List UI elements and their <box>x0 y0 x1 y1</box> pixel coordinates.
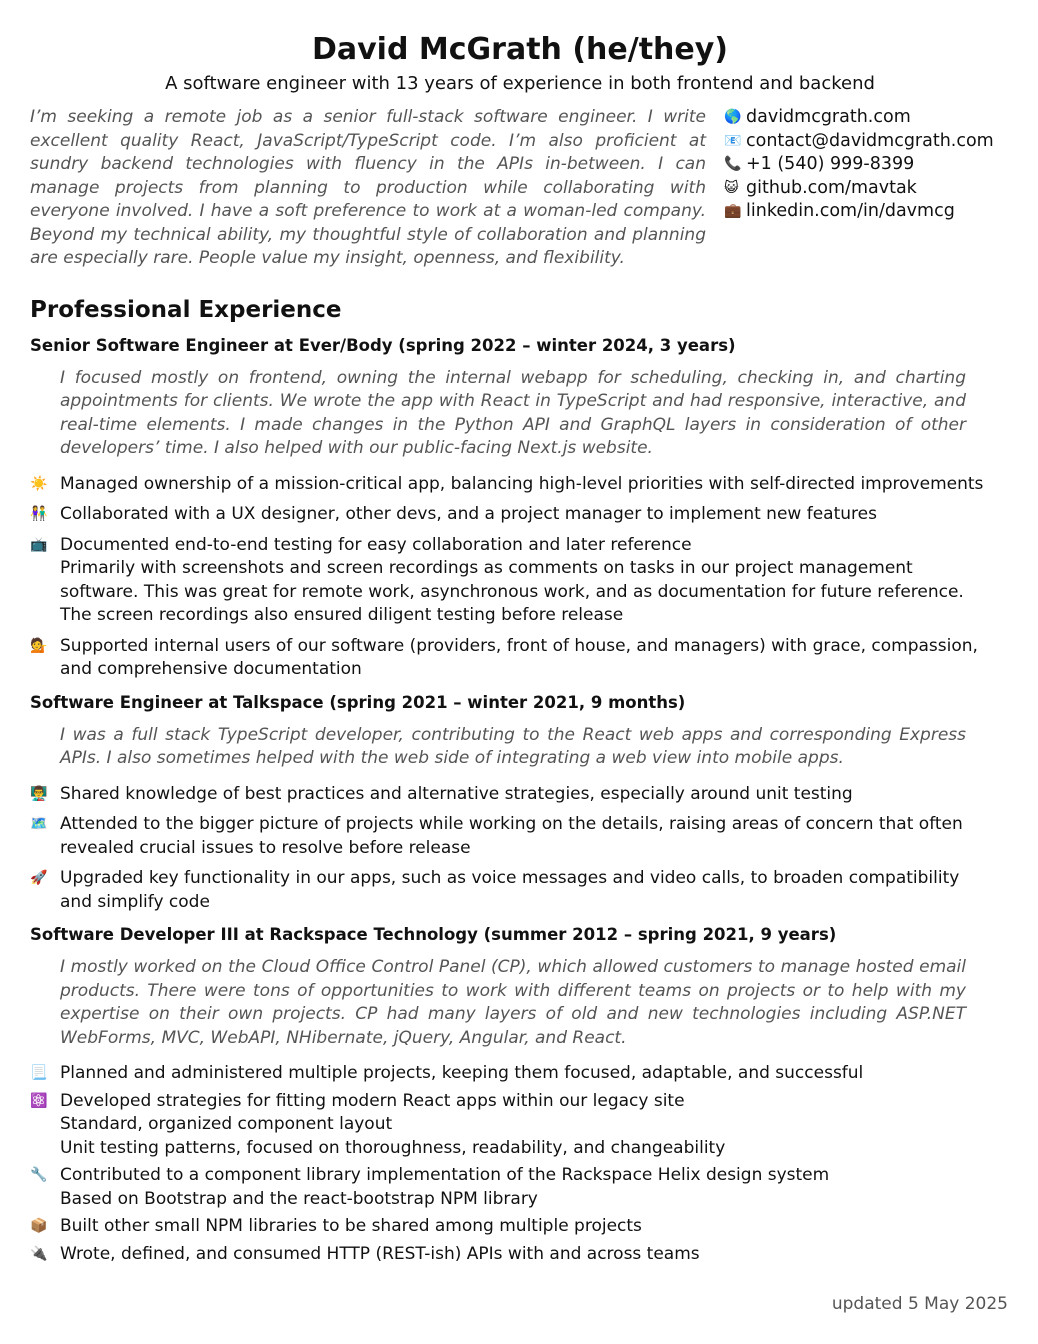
contact-text[interactable]: contact@davidmcgrath.com <box>746 130 994 151</box>
envelope-icon: 📧 <box>724 132 742 149</box>
bullet-detail: Primarily with screenshots and screen recordings as comments on tasks in our project management <box>60 558 913 578</box>
bullet-text: Collaborated with a UX designer, other devs, and a project manager to implement new features <box>60 504 877 524</box>
job-title: Senior Software Engineer at Ever/Body (spring 2022 – winter 2024, 3 years) <box>30 335 736 355</box>
bullet-list <box>30 1062 1010 1266</box>
intro-section <box>30 106 1010 271</box>
bullet-text: Shared knowledge of best practices and alternative strategies, especially around unit testing <box>60 783 853 804</box>
tv-icon: 📺 <box>30 536 48 553</box>
contact-item[interactable] <box>724 106 994 130</box>
bullet-list <box>30 783 1010 915</box>
bullet-detail: revealed crucial issues to resolve before release <box>60 837 471 858</box>
job-entry <box>30 335 1010 682</box>
cat-icon: 😺 <box>724 179 739 196</box>
updated-date: updated 5 May 2025 <box>831 1294 1008 1314</box>
job-description: I was a full stack TypeScript developer, contributing to the React web apps and corresponding Express APIs. I also sometimes helped with the web side of integrating a web view into mobile apps. <box>60 724 966 768</box>
list-item <box>30 1062 1010 1086</box>
bullet-list <box>30 473 1010 682</box>
wrench-icon: 🔧 <box>30 1167 48 1183</box>
list-item <box>30 503 1010 527</box>
job-title: Software Developer III at Rackspace Technology (summer 2012 – spring 2021, 9 years) <box>30 925 837 944</box>
contact-text[interactable]: linkedin.com/in/davmcg <box>746 201 955 221</box>
bullet-text: Managed ownership of a mission-critical app, balancing high-level priorities with self-directed improvements <box>60 473 984 494</box>
contact-text[interactable]: davidmcgrath.com <box>746 107 911 127</box>
contact-text[interactable]: +1 (540) 999-8399 <box>746 154 915 174</box>
bullet-text: Supported internal users of our software (providers, front of house, and managers) with grace, compassion, <box>60 635 978 656</box>
experience-heading: Professional Experience <box>30 296 342 323</box>
bullet-detail: Standard, organized component layout <box>60 1114 393 1134</box>
package-icon: 📦 <box>30 1218 48 1234</box>
bullet-text: Wrote, defined, and consumed HTTP (REST-ish) APIs with and across teams <box>60 1243 700 1264</box>
list-item <box>30 813 1010 860</box>
list-item <box>30 867 1010 914</box>
resume-page <box>30 0 1010 1270</box>
bullet-text: Planned and administered multiple projects, keeping them focused, adaptable, and successful <box>60 1063 864 1083</box>
list-item <box>30 473 1010 497</box>
teacher-icon: 👨‍🏫 <box>30 785 48 802</box>
map-icon: 🗺️ <box>30 816 48 832</box>
tagline: A software engineer with 13 years of experience in both frontend and backend <box>165 73 875 94</box>
contact-item[interactable] <box>724 200 994 224</box>
bullet-detail: and simplify code <box>60 891 210 912</box>
bullet-detail: and comprehensive documentation <box>60 659 362 679</box>
globe-icon: 🌎 <box>724 109 742 125</box>
page-title: David McGrath (he/they) <box>311 32 729 67</box>
sun-icon: ☀️ <box>30 475 48 492</box>
job-list <box>30 335 1010 1267</box>
list-item <box>30 534 1010 628</box>
job-entry <box>30 924 1010 1266</box>
bullet-text: Documented end-to-end testing for easy collaboration and later reference <box>60 534 692 555</box>
job-description: I mostly worked on the Cloud Office Control Panel (CP), which allowed customers to manage hosted email products. There were tons of opportunities to work with different teams on projects or to help with my expertise on their own projects. CP had many layers of old and new technologies including ASP.NET WebForms, MVC, WebAPI, NHibernate, jQuery, Angular, and React. <box>60 957 966 1048</box>
bullet-detail: The screen recordings also ensured diligent testing before release <box>60 605 624 625</box>
job-title: Software Engineer at Talkspace (spring 2021 – winter 2021, 9 months) <box>30 692 686 712</box>
bullet-text: Upgraded key functionality in our apps, such as voice messages and video calls, to broaden compatibility <box>60 868 960 888</box>
summary-paragraph: I’m seeking a remote job as a senior full-stack software engineer. I write excellent quality React, JavaScript/TypeScript code. I’m also proficient at sundry backend technologies with fluency in the APIs in-between. I can manage projects from planning to production while collaborating with everyone involved. I have a soft preference to work at a woman-led company. Beyond my technical ability, my thoughtful style of collaboration and planning are especially rare. People value my insight, openness, and flexibility. <box>30 107 706 268</box>
contact-item[interactable] <box>724 177 994 201</box>
phone-icon: 📞 <box>724 156 742 172</box>
contact-list <box>724 106 994 271</box>
contact-item[interactable] <box>724 153 994 177</box>
list-item <box>30 635 1010 682</box>
atom-icon: ⚛️ <box>30 1092 48 1109</box>
document-icon: 📃 <box>30 1065 48 1081</box>
list-item <box>30 1215 1010 1239</box>
job-entry <box>30 692 1010 915</box>
bullet-text: Attended to the bigger picture of projects while working on the details, raising areas of concern that often <box>60 814 963 834</box>
bullet-text: Contributed to a component library implementation of the Rackspace Helix design system <box>60 1165 830 1185</box>
job-description: I focused mostly on frontend, owning the internal webapp for scheduling, checking in, and charting appointments for clients. We wrote the app with React in TypeScript and had responsive, interactive, and real-time elements. I made changes in the Python API and GraphQL layers in consideration of other developers’ time. I also helped with our public-facing Next.js website. <box>60 367 966 458</box>
list-item <box>30 783 1010 807</box>
briefcase-icon: 💼 <box>724 203 742 219</box>
list-item <box>30 1164 1010 1211</box>
list-item <box>30 1090 1010 1161</box>
bullet-text: Developed strategies for fitting modern React apps within our legacy site <box>60 1090 685 1111</box>
bullet-text: Built other small NPM libraries to be shared among multiple projects <box>60 1216 642 1236</box>
plug-icon: 🔌 <box>30 1245 48 1262</box>
contact-text[interactable]: github.com/mavtak <box>746 177 917 198</box>
bullet-detail: Based on Bootstrap and the react-bootstrap NPM library <box>60 1188 538 1209</box>
support-person-icon: 💁 <box>30 637 48 654</box>
bullet-detail: software. This was great for remote work, asynchronous work, and as documentation for future reference. <box>60 581 964 602</box>
bullet-detail: Unit testing patterns, focused on thoroughness, readability, and changeability <box>60 1137 726 1158</box>
people-icon: 👫 <box>30 506 48 522</box>
contact-item[interactable] <box>724 130 994 154</box>
list-item <box>30 1243 1010 1267</box>
rocket-icon: 🚀 <box>30 870 48 886</box>
